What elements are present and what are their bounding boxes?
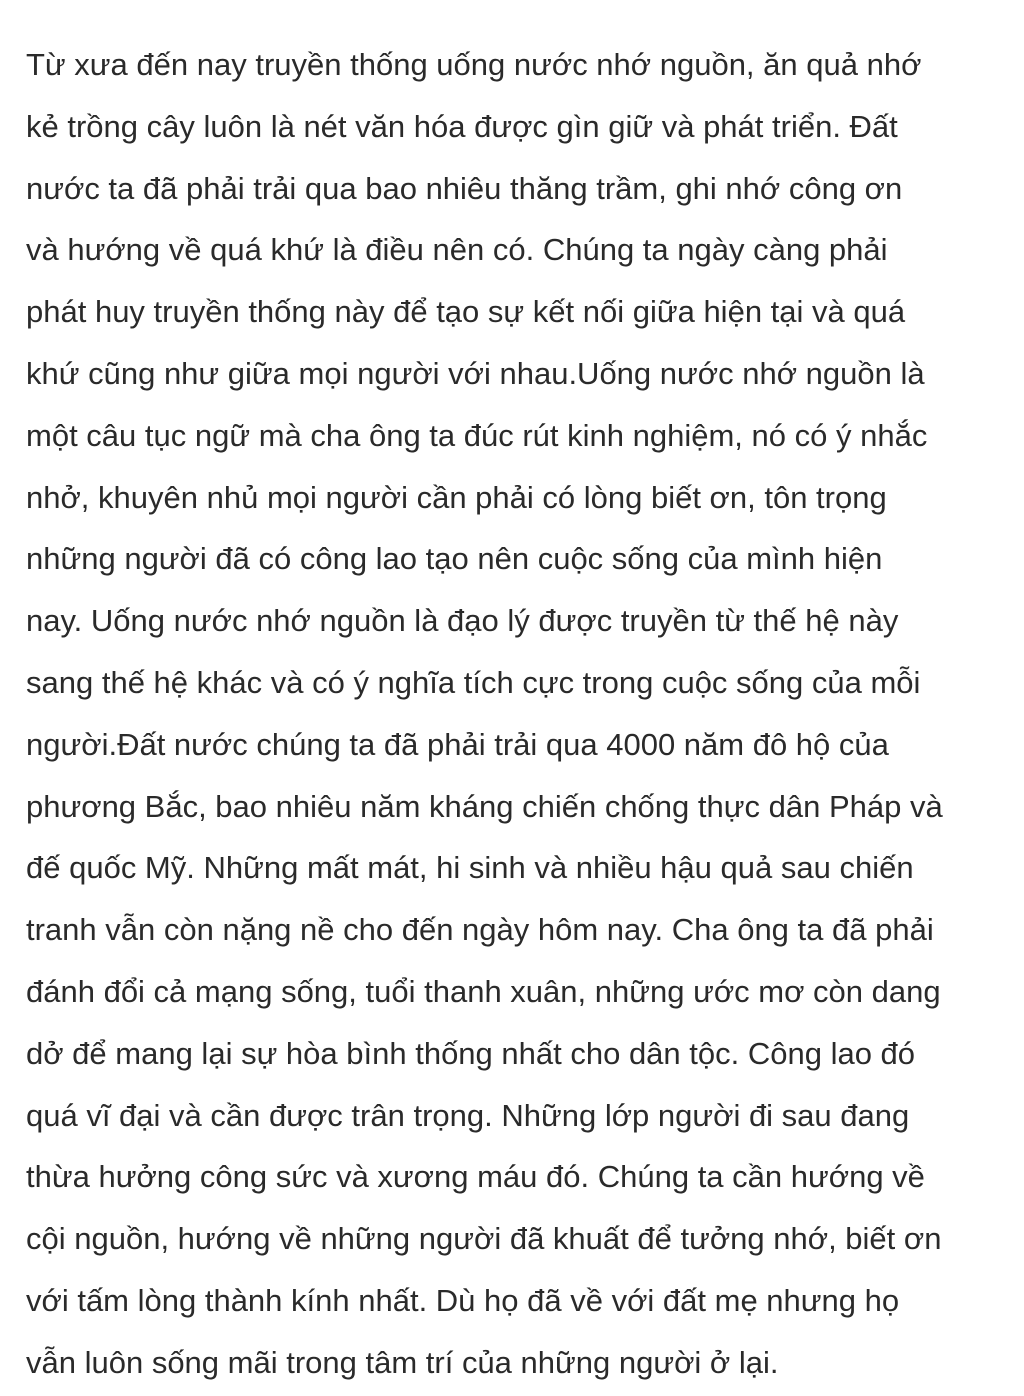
- text-line-14: đế quốc Mỹ. Những mất mát, hi sinh và nhiều hậu quả sau chiến: [26, 850, 914, 886]
- text-line-11: sang thế hệ khác và có ý nghĩa tích cực trong cuộc sống của mỗi: [26, 664, 921, 700]
- text-line-6: khứ cũng như giữa mọi người với nhau.Uống nước nhớ nguồn là: [26, 355, 925, 391]
- text-line-12: người.Đất nước chúng ta đã phải trải qua 4000 năm đô hộ của: [26, 726, 889, 762]
- text-line-15: tranh vẫn còn nặng nề cho đến ngày hôm nay. Cha ông ta đã phải: [26, 912, 934, 948]
- text-line-1: Từ xưa đến nay truyền thống uống nước nhớ nguồn, ăn quả nhớ: [26, 47, 922, 82]
- text-line-21: với tấm lòng thành kính nhất. Dù họ đã về với đất mẹ nhưng họ: [26, 1282, 900, 1318]
- text-line-19: thừa hưởng công sức và xương máu đó. Chúng ta cần hướng về: [26, 1159, 925, 1195]
- text-line-2: kẻ trồng cây luôn là nét văn hóa được gìn giữ và phát triển. Đất: [26, 108, 898, 144]
- text-line-9: những người đã có công lao tạo nên cuộc sống của mình hiện: [26, 541, 883, 577]
- text-line-17: dở để mang lại sự hòa bình thống nhất cho dân tộc. Công lao đó: [26, 1035, 916, 1071]
- text-line-5: phát huy truyền thống này để tạo sự kết nối giữa hiện tại và quá: [26, 294, 906, 330]
- text-line-20: cội nguồn, hướng về những người đã khuất để tưởng nhớ, biết ơn: [26, 1221, 942, 1257]
- text-line-8: nhở, khuyên nhủ mọi người cần phải có lòng biết ơn, tôn trọng: [26, 479, 887, 515]
- text-line-22: vẫn luôn sống mãi trong tâm trí của những người ở lại.: [26, 1344, 779, 1380]
- text-line-4: và hướng về quá khứ là điều nên có. Chúng ta ngày càng phải: [26, 232, 888, 268]
- paragraph: [26, 34, 1016, 1394]
- text-line-18: quá vĩ đại và cần được trân trọng. Những lớp người đi sau đang: [26, 1097, 910, 1133]
- text-line-16: đánh đổi cả mạng sống, tuổi thanh xuân, những ước mơ còn dang: [26, 973, 941, 1009]
- text-line-7: một câu tục ngữ mà cha ông ta đúc rút kinh nghiệm, nó có ý nhắc: [26, 417, 928, 453]
- text-line-13: phương Bắc, bao nhiêu năm kháng chiến chống thực dân Pháp và: [26, 788, 943, 824]
- text-line-10: nay. Uống nước nhớ nguồn là đạo lý được truyền từ thế hệ này: [26, 603, 899, 639]
- text-line-3: nước ta đã phải trải qua bao nhiêu thăng trầm, ghi nhớ công ơn: [26, 170, 903, 206]
